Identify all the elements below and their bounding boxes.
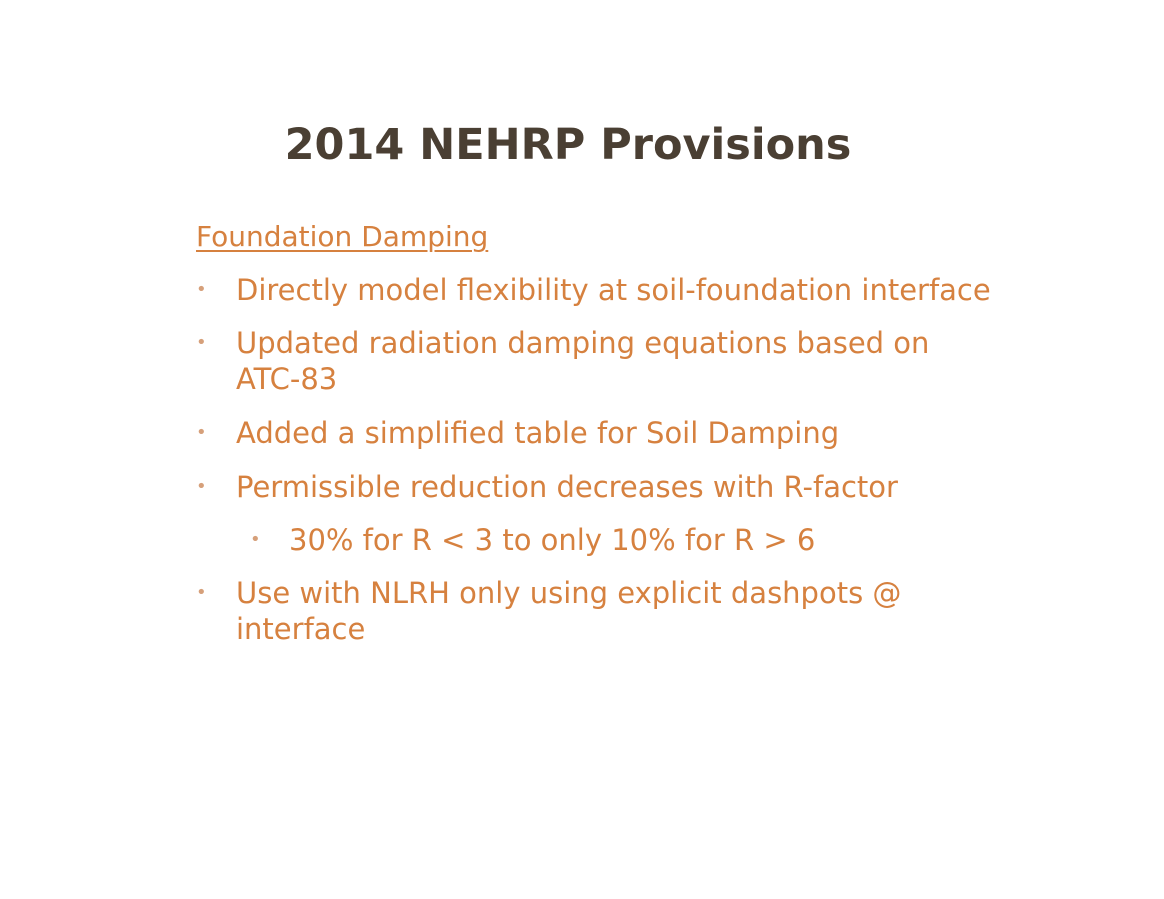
bullet-text	[236, 575, 1056, 647]
bullet-line: Added a simplified table for Soil Damping	[236, 416, 840, 450]
bullet-icon: •	[196, 476, 207, 497]
bullet-text	[289, 522, 989, 558]
bullet-line: 30% for R < 3 to only 10% for R > 6	[289, 523, 816, 557]
bullet-line: interface	[236, 612, 366, 646]
bullet-line: Directly model flexibility at soil-foundation interface	[236, 273, 991, 307]
slide-title: 2014 NEHRP Provisions	[284, 120, 852, 170]
bullet-text	[236, 325, 1056, 397]
bullet-text	[236, 469, 1056, 505]
bullet-icon: •	[250, 529, 261, 550]
bullet-icon: •	[196, 279, 207, 300]
bullet-icon: •	[196, 582, 207, 603]
section-subheading: Foundation Damping	[196, 220, 489, 253]
bullet-line: Use with NLRH only using explicit dashpots @	[236, 576, 902, 610]
bullet-line: Permissible reduction decreases with R-factor	[236, 470, 898, 504]
bullet-icon: •	[196, 332, 207, 353]
bullet-line: Updated radiation damping equations based on	[236, 326, 930, 360]
bullet-line: ATC-83	[236, 362, 338, 396]
bullet-text	[236, 415, 1056, 451]
bullet-icon: •	[196, 422, 207, 443]
bullet-text	[236, 272, 1056, 308]
